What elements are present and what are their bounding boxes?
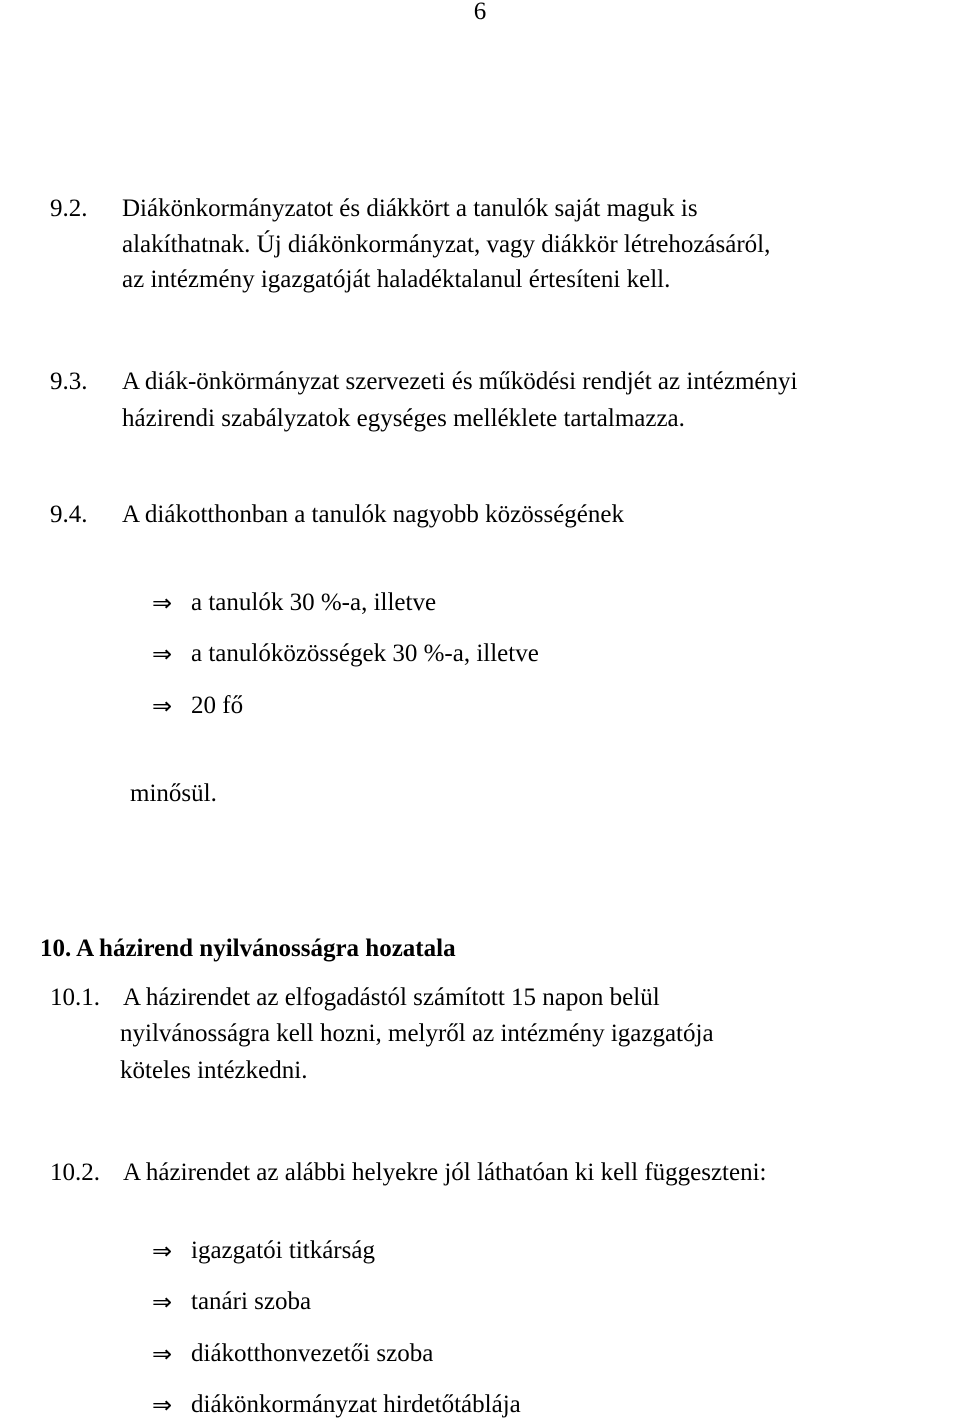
paragraph-9-4-text: A diákotthonban a tanulók nagyobb közösségének xyxy=(122,501,624,528)
section-number-9-2: 9.2. xyxy=(50,195,88,222)
implies-arrow-icon: ⇒ xyxy=(152,1340,173,1368)
paragraph-9-3-line-2: házirendi szabályzatok egységes melléklete tartalmazza. xyxy=(122,405,685,432)
section-number-9-4: 9.4. xyxy=(50,501,88,528)
implies-arrow-icon: ⇒ xyxy=(152,692,173,720)
paragraph-9-2-line-3: az intézmény igazgatóját haladéktalanul értesíteni kell. xyxy=(122,266,671,293)
list-item-9-4-1: a tanulók 30 %-a, illetve xyxy=(191,589,437,616)
implies-arrow-icon: ⇒ xyxy=(152,1391,173,1419)
implies-arrow-icon: ⇒ xyxy=(152,1288,173,1316)
section-heading-10: 10. A házirend nyilvánosságra hozatala xyxy=(40,935,456,962)
paragraph-10-1-line-1: A házirendet az elfogadástól számított 15 napon belül xyxy=(123,984,660,1011)
section-number-10-2: 10.2. xyxy=(50,1159,100,1186)
implies-arrow-icon: ⇒ xyxy=(152,640,173,668)
list-item-10-2-4: diákönkormányzat hirdetőtáblája xyxy=(191,1391,521,1418)
list-item-10-2-1: igazgatói titkárság xyxy=(191,1237,375,1264)
paragraph-10-1-line-3: köteles intézkedni. xyxy=(120,1057,308,1084)
paragraph-9-2-line-1: Diákönkormányzatot és diákkört a tanulók saját maguk is xyxy=(122,195,698,222)
section-number-10-1: 10.1. xyxy=(50,984,100,1011)
section-number-9-3: 9.3. xyxy=(50,368,88,395)
implies-arrow-icon: ⇒ xyxy=(152,1237,173,1265)
paragraph-9-2-line-2: alakíthatnak. Új diákönkormányzat, vagy diákkör létrehozásáról, xyxy=(122,231,771,258)
list-item-10-2-2: tanári szoba xyxy=(191,1288,312,1315)
paragraph-9-4-closing: minősül. xyxy=(130,780,217,807)
page-number: 6 xyxy=(473,0,487,25)
list-item-9-4-2: a tanulóközösségek 30 %-a, illetve xyxy=(191,640,539,667)
paragraph-10-1-line-2: nyilvánosságra kell hozni, melyről az intézmény igazgatója xyxy=(120,1020,714,1047)
paragraph-10-2-text: A házirendet az alábbi helyekre jól láthatóan ki kell függeszteni: xyxy=(123,1159,767,1186)
list-item-10-2-3: diákotthonvezetői szoba xyxy=(191,1340,434,1367)
paragraph-9-3-line-1: A diák-önkörmányzat szervezeti és működési rendjét az intézményi xyxy=(122,368,798,395)
implies-arrow-icon: ⇒ xyxy=(152,589,173,617)
list-item-9-4-3: 20 fő xyxy=(191,692,244,719)
